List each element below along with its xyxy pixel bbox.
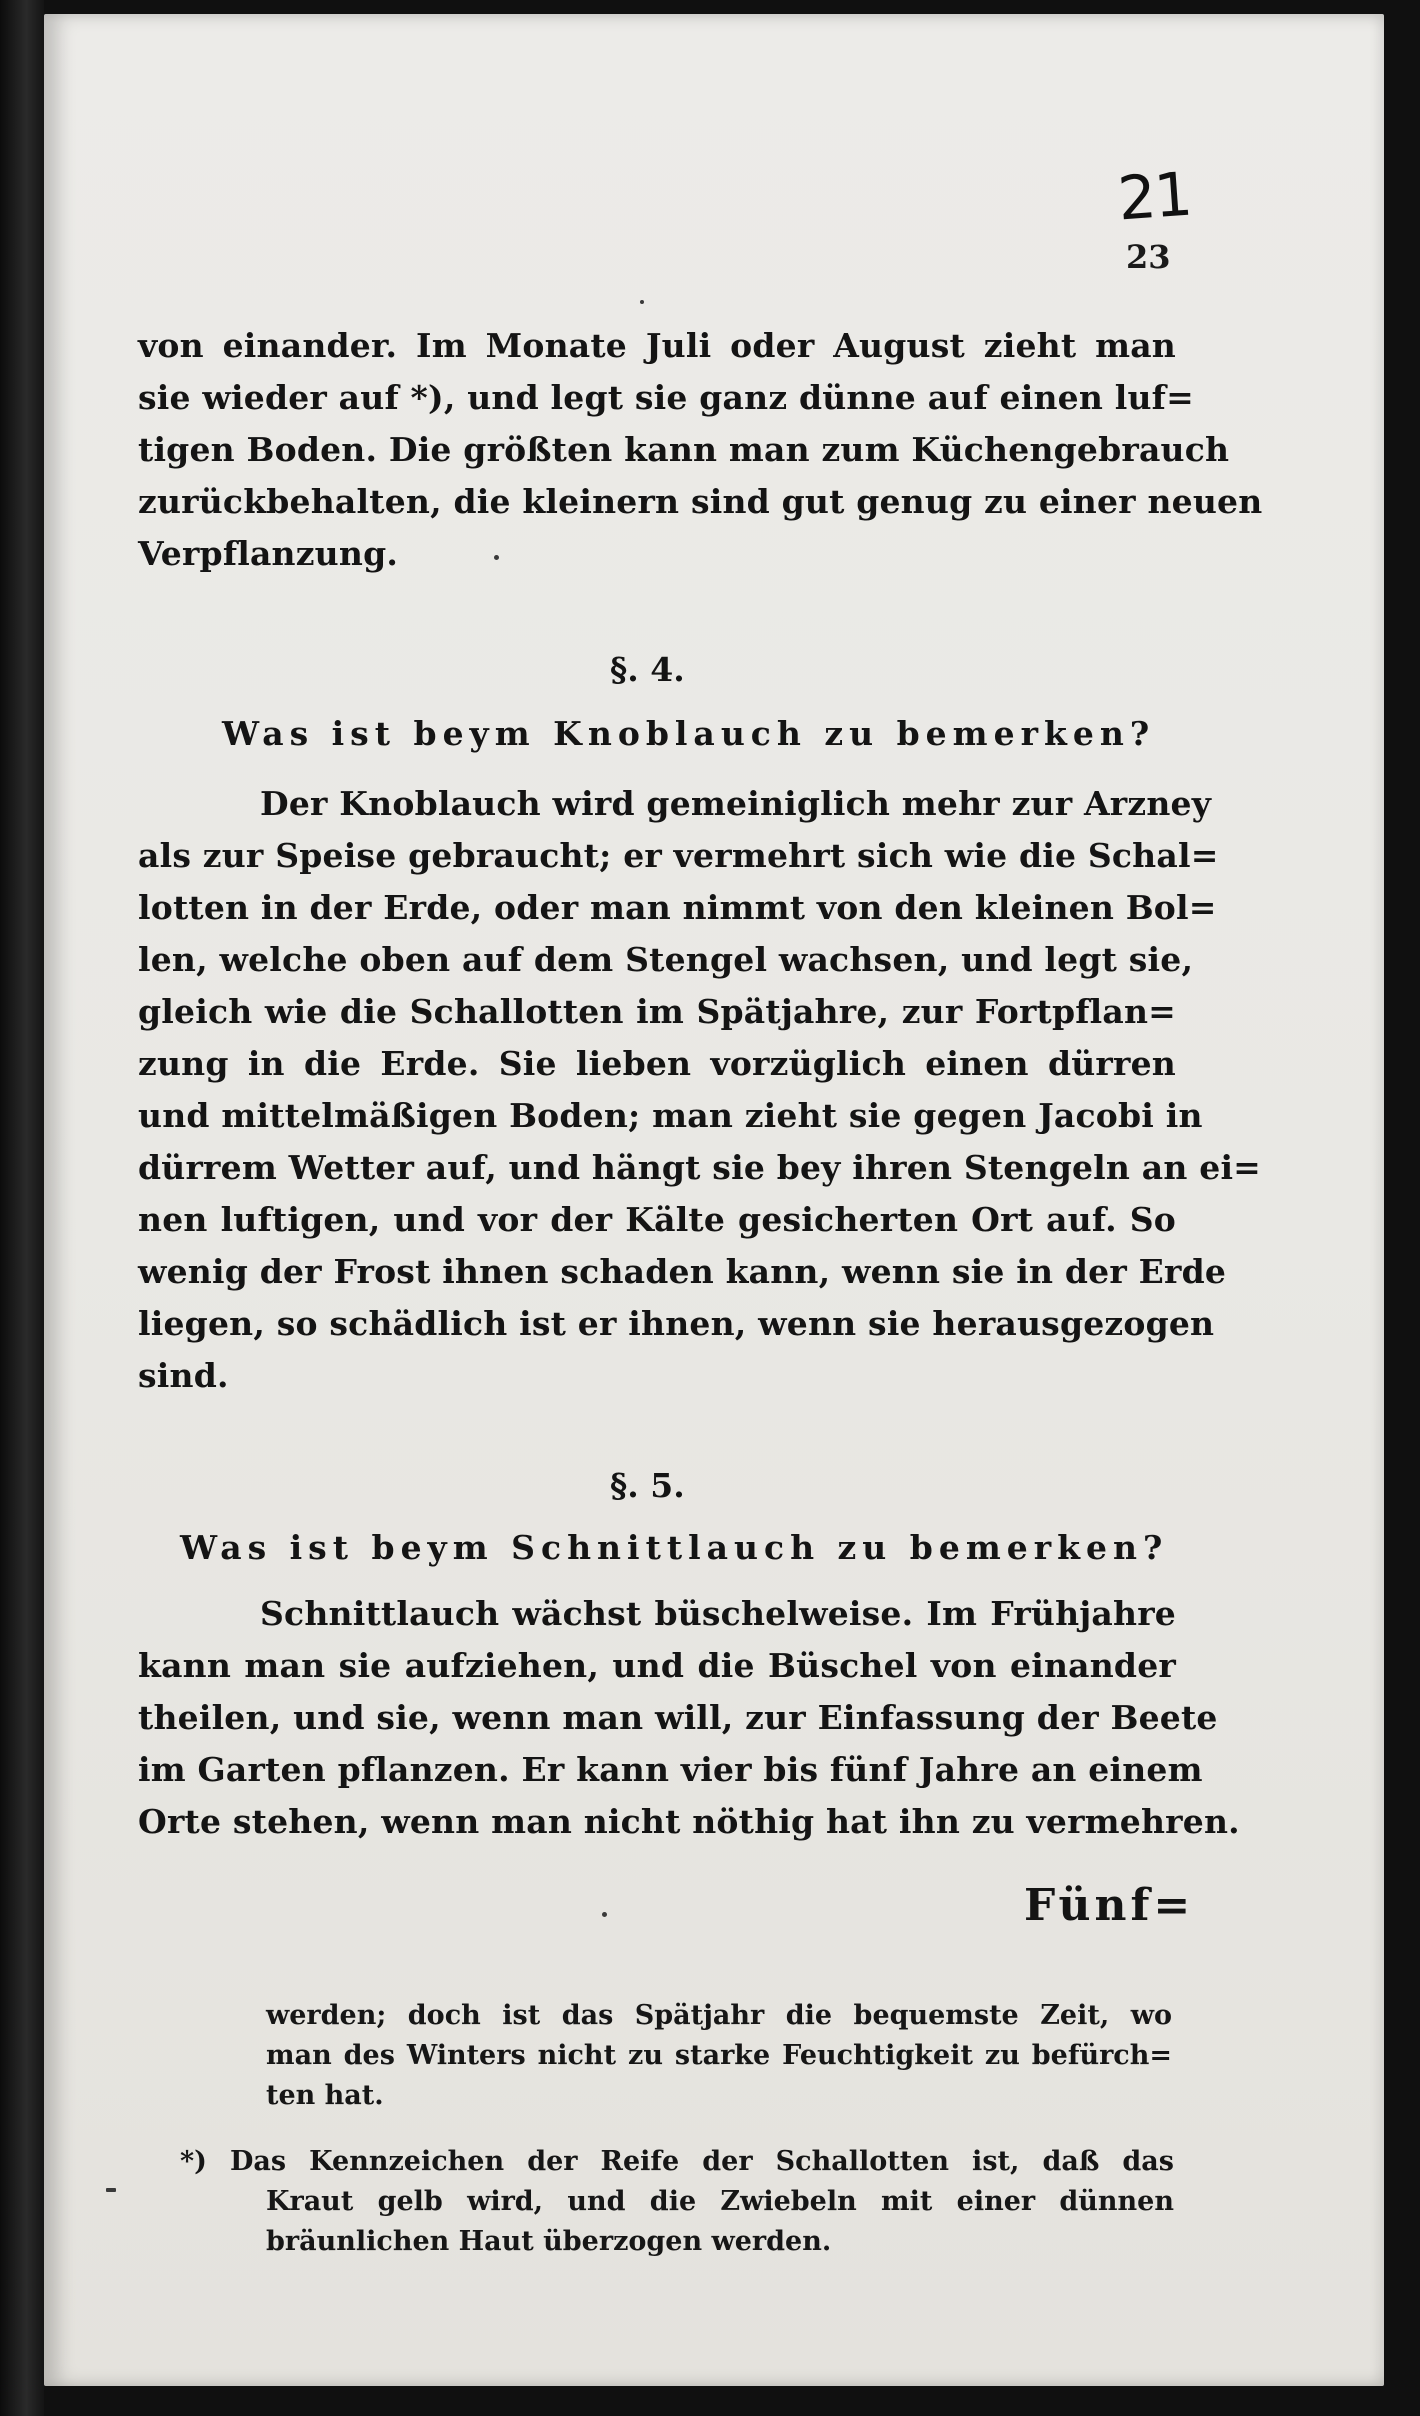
text-line: wenig der Frost ihnen schaden kann, wenn sie in der Erde xyxy=(138,1252,1227,1291)
footnote-continued xyxy=(266,1996,1172,2116)
text-line: tigen Boden. Die größten kann man zum Küchengebrauch xyxy=(138,430,1230,469)
footnote-line: *) Das Kennzeichen der Reife der Schallotten ist, daß das xyxy=(180,2146,1174,2177)
scan-speck xyxy=(602,1912,607,1917)
text-line: len, welche oben auf dem Stengel wachsen, und legt sie, xyxy=(138,940,1194,979)
footnote-line: ten hat. xyxy=(266,2080,384,2111)
text-line: Verpflanzung. xyxy=(138,534,399,573)
section-5-paragraph xyxy=(138,1588,1240,1848)
section-4-paragraph xyxy=(138,778,1262,1402)
text-line: theilen, und sie, wenn man will, zur Einfassung der Beete xyxy=(138,1698,1218,1737)
text-line: Orte stehen, wenn man nicht nöthig hat ihn zu vermehren. xyxy=(138,1802,1240,1841)
text-line: liegen, so schädlich ist er ihnen, wenn sie herausgezogen xyxy=(138,1304,1215,1343)
footnote-line: bräunlichen Haut überzogen werden. xyxy=(266,2226,832,2257)
printed-page-number: 23 xyxy=(1126,238,1171,276)
scan-speck xyxy=(640,300,644,304)
text-line: kann man sie aufziehen, und die Büschel von einander xyxy=(138,1646,1176,1685)
text-line: und mittelmäßigen Boden; man zieht sie gegen Jacobi in xyxy=(138,1096,1203,1135)
section-4-title: Was ist beym Knoblauch zu bemerken? xyxy=(222,714,1156,753)
section-5-number: §. 5. xyxy=(610,1466,685,1505)
footnote-star xyxy=(180,2142,1174,2262)
book-spine-edge xyxy=(0,0,44,2416)
text-line: lotten in der Erde, oder man nimmt von den kleinen Bol= xyxy=(138,888,1217,927)
text-line: sie wieder auf *), und legt sie ganz dünne auf einen luf= xyxy=(138,378,1194,417)
text-line: zurückbehalten, die kleinern sind gut genug zu einer neuen xyxy=(138,482,1263,521)
footnote-line: werden; doch ist das Spätjahr die bequemste Zeit, wo xyxy=(266,2000,1172,2031)
text-line: nen luftigen, und vor der Kälte gesicherten Ort auf. So xyxy=(138,1200,1176,1239)
text-line: gleich wie die Schallotten im Spätjahre, zur Fortpflan= xyxy=(138,992,1176,1031)
handwritten-page-number: 21 xyxy=(1115,159,1193,235)
text-line: Schnittlauch wächst büschelweise. Im Frühjahre xyxy=(260,1594,1176,1633)
section-5-title: Was ist beym Schnittlauch zu bemerken? xyxy=(180,1528,1169,1567)
text-line: von einander. Im Monate Juli oder August zieht man xyxy=(138,326,1176,365)
footnote-line: man des Winters nicht zu starke Feuchtigkeit zu befürch= xyxy=(266,2040,1172,2071)
text-line: zung in die Erde. Sie lieben vorzüglich einen dürren xyxy=(138,1044,1176,1083)
footnote-line: Kraut gelb wird, und die Zwiebeln mit einer dünnen xyxy=(266,2186,1174,2217)
text-line: Der Knoblauch wird gemeiniglich mehr zur Arzney xyxy=(260,784,1212,823)
text-line: im Garten pflanzen. Er kann vier bis fünf Jahre an einem xyxy=(138,1750,1203,1789)
text-line: sind. xyxy=(138,1356,229,1395)
scan-speck xyxy=(106,2188,116,2192)
scan-speck xyxy=(494,555,499,560)
text-line: dürrem Wetter auf, und hängt sie bey ihren Stengeln an ei= xyxy=(138,1148,1262,1187)
section-4-number: §. 4. xyxy=(610,650,685,689)
text-line: als zur Speise gebraucht; er vermehrt sich wie die Schal= xyxy=(138,836,1219,875)
catchword: Fünf= xyxy=(1024,1880,1195,1931)
continuation-paragraph xyxy=(138,320,1263,580)
